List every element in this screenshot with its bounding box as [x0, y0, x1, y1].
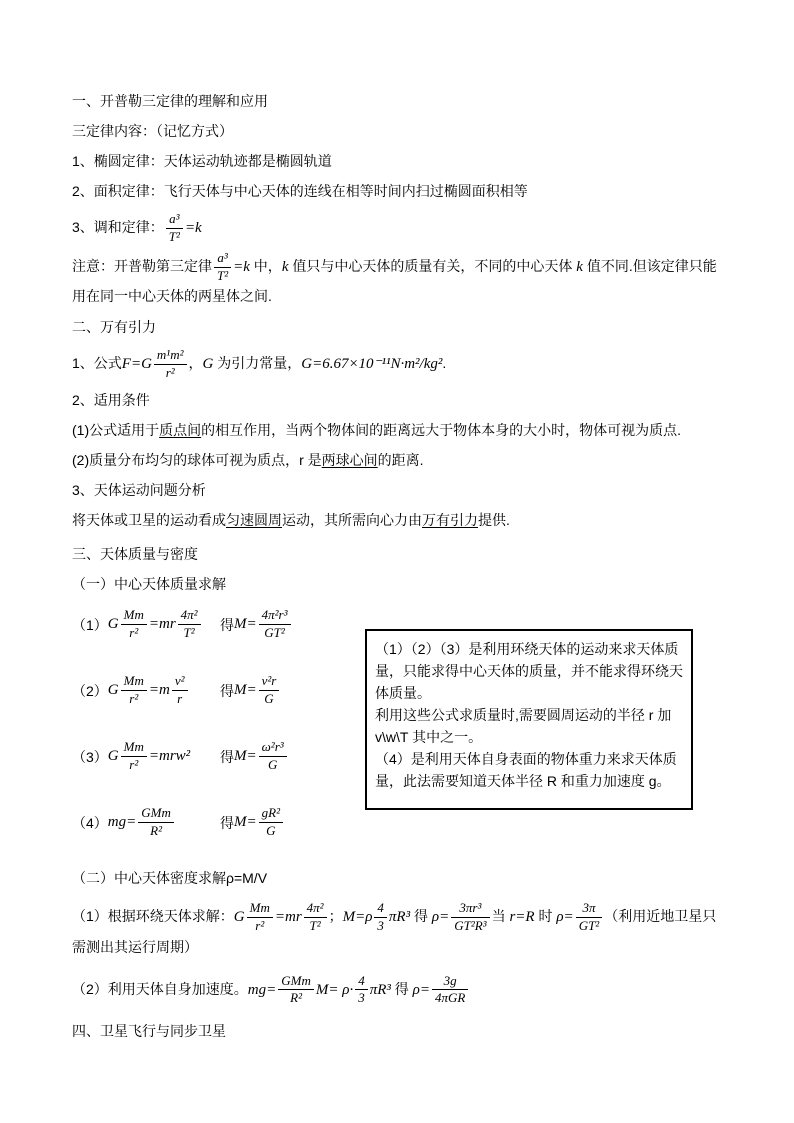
fraction-numerator: 4π²r³ — [259, 608, 291, 625]
row-label: （1） — [72, 616, 108, 633]
fraction-numerator: GMm — [138, 806, 174, 823]
fraction-denominator: r² — [255, 917, 265, 933]
fraction — [247, 901, 273, 934]
result-label: 得 — [220, 814, 234, 831]
fraction-numerator: 4 — [355, 974, 368, 991]
g-symbol: G — [202, 355, 214, 372]
fraction — [355, 974, 368, 1007]
harmonic-label: 3、调和定律： — [72, 219, 164, 236]
fraction — [121, 674, 147, 707]
condition-2-pre: (2)质量分布均匀的球体可视为质点，r 是 — [72, 451, 322, 468]
fraction-denominator: G — [264, 691, 274, 707]
mass-formula-3-result — [220, 740, 289, 773]
result-label: 得 — [220, 682, 234, 699]
mass-density-heading: 三、天体质量与密度 — [72, 545, 198, 562]
fraction-denominator: r² — [129, 691, 139, 707]
fraction-denominator: GT²R³ — [454, 917, 487, 933]
math-term: G — [107, 616, 119, 633]
fraction — [178, 608, 201, 641]
gravity-heading: 二、万有引力 — [72, 318, 156, 335]
condition-2-underlined: 两球心间 — [321, 451, 378, 468]
density-1-label: （1）根据环绕天体求解： — [72, 907, 234, 924]
fraction-denominator: R² — [290, 990, 302, 1006]
fraction-denominator: GT² — [264, 625, 285, 641]
result-label: 得 — [390, 980, 413, 997]
math-term: =mrw² — [148, 748, 191, 765]
mass-formula-4-left — [72, 806, 220, 839]
math-term: =m — [148, 682, 170, 699]
fraction-numerator: a³ — [214, 251, 231, 268]
harmonic-eq: =k — [184, 220, 202, 237]
gravity-formula-line — [72, 348, 724, 381]
mass-formulas-block — [72, 605, 724, 843]
k-symbol: k — [281, 259, 289, 276]
semicolon: ； — [328, 907, 343, 924]
condition-2-post: 的距离. — [377, 451, 424, 468]
math-term: M= — [234, 748, 257, 765]
math-term: G — [233, 908, 245, 925]
fraction-numerator: Mm — [247, 901, 273, 918]
kepler-note — [72, 251, 724, 308]
math-term: M= — [234, 682, 257, 699]
gravity-formula-lhs: F=G — [121, 355, 152, 372]
fraction-numerator: 4π² — [178, 608, 201, 625]
fraction-numerator: ω²r³ — [259, 740, 287, 757]
kepler-law-ellipse: 1、椭圆定律：天体运动轨迹都是椭圆轨道 — [72, 153, 332, 169]
mass-formula-1-left — [72, 608, 220, 641]
mass-note-box — [365, 629, 693, 810]
fraction-denominator: r² — [129, 757, 139, 773]
note-box-paragraph-1: （1）（2）（3）是利用环绕天体的运动来求天体质量，只能求得中心天体的质量，并不能求得环绕天体质量。 — [375, 640, 683, 701]
fraction-numerator: a³ — [166, 212, 183, 229]
comma: ， — [188, 354, 203, 371]
fraction-denominator: T² — [183, 625, 195, 641]
fraction — [451, 901, 489, 934]
density-solving-heading: （二）中心天体密度求解ρ=M/V — [72, 869, 268, 886]
math-term: M= ρ· — [315, 981, 354, 998]
fraction-denominator: 4πGR — [435, 990, 466, 1006]
k-symbol: k — [576, 259, 583, 276]
fraction — [576, 901, 603, 934]
note-text-1: 中， — [249, 258, 282, 275]
period: . — [442, 354, 447, 371]
fraction — [259, 608, 291, 641]
fraction-numerator: 3g — [432, 974, 468, 991]
fraction — [259, 740, 287, 773]
motion-post: 提供. — [478, 511, 510, 528]
note-box-paragraph-2: 利用这些公式求质量时,需要圆周运动的半径 r 加v\w\T 其中之一。 — [375, 706, 672, 745]
row-label: （4） — [72, 814, 108, 831]
kepler-heading: 一、开普勒三定律的理解和应用 — [72, 93, 268, 109]
fraction-denominator: r² — [129, 625, 139, 641]
conditions-heading: 2、适用条件 — [72, 391, 150, 408]
math-term: ρ= — [431, 908, 450, 925]
density-formula-1 — [72, 901, 724, 960]
mass-formula-4-result — [220, 806, 285, 839]
density-formula-2 — [72, 974, 724, 1007]
density-1-tail: （利用近地卫星只需测出其运行周期） — [72, 907, 717, 955]
fraction — [138, 806, 174, 839]
fraction-numerator: v² — [172, 674, 188, 691]
condition-1-post: 的相互作用，当两个物体间的距离远大于物体本身的大小时，物体可视为质点. — [201, 421, 682, 438]
result-label: 得 — [220, 616, 234, 633]
math-term: M= — [234, 814, 257, 831]
math-term: ρ= — [556, 908, 574, 925]
math-term: πR³ — [369, 981, 391, 998]
satellite-heading: 四、卫星飞行与同步卫星 — [72, 1023, 226, 1040]
motion-mid: 运动，其所需向心力由 — [282, 511, 422, 528]
density-2-label: （2）利用天体自身加速度。 — [72, 980, 248, 997]
fraction-numerator: gR² — [259, 806, 283, 823]
condition-2 — [72, 451, 724, 469]
note-text-3: 值不同.但该定律只能用在同一中心天体的两星体之间. — [72, 258, 717, 304]
fraction-numerator: GMm — [278, 974, 314, 991]
mass-formula-3-left — [72, 740, 220, 773]
motion-underlined-1: 匀速圆周 — [226, 511, 282, 528]
fraction-numerator: 3π — [576, 901, 603, 918]
fraction — [259, 806, 283, 839]
math-term: mg= — [107, 814, 137, 831]
motion-underlined-2: 万有引力 — [422, 511, 478, 528]
result-label: 得 — [220, 748, 234, 765]
motion-analysis — [72, 511, 724, 529]
gravity-fraction — [154, 348, 187, 381]
result-label: 得 — [410, 907, 432, 924]
condition-text: 时 — [534, 907, 557, 924]
mass-formula-1-result — [220, 608, 293, 641]
math-term: G — [107, 748, 119, 765]
note-box-paragraph-3: （4）是利用天体自身表面的物体重力来求天体质量，此法需要知道天体半径 R 和重力加速度 g。 — [375, 750, 677, 789]
condition-1-pre: (1)公式适用于 — [72, 421, 160, 438]
math-term: =mr — [274, 908, 302, 925]
gravity-constant-value: G=6.67×10⁻¹¹N·m²/kg² — [301, 355, 443, 372]
fraction — [259, 674, 280, 707]
fraction — [121, 608, 147, 641]
fraction-numerator: 4 — [374, 901, 387, 918]
fraction-numerator: Mm — [121, 674, 147, 691]
fraction-numerator: Mm — [121, 608, 147, 625]
note-text-2: 值只与中心天体的质量有关，不同的中心天体 — [288, 258, 577, 275]
math-term: M=ρ — [342, 908, 373, 925]
motion-heading: 3、天体运动问题分析 — [72, 481, 206, 498]
mass-formula-2-left — [72, 674, 220, 707]
fraction-denominator: GT² — [578, 917, 600, 933]
gravity-constant-text: 为引力常量， — [213, 354, 302, 371]
math-term: πR³ — [388, 908, 411, 925]
motion-pre: 将天体或卫星的运动看成 — [72, 511, 226, 528]
math-term: M= — [234, 616, 257, 633]
gravity-formula-label: 1、公式 — [72, 354, 122, 371]
note-fraction — [214, 251, 231, 284]
row-label: （3） — [72, 748, 108, 765]
fraction-denominator: T² — [217, 267, 229, 283]
fraction-denominator: T² — [168, 228, 180, 244]
fraction-denominator: 3 — [377, 917, 384, 933]
mass-solving-heading: （一）中心天体质量求解 — [72, 575, 226, 592]
fraction-denominator: r — [177, 691, 183, 707]
fraction-numerator: 3πr³ — [451, 901, 489, 918]
fraction-denominator: r² — [165, 364, 175, 380]
kepler-intro: 三定律内容：（记忆方式） — [72, 123, 233, 139]
condition-1 — [72, 421, 724, 439]
fraction-denominator: 3 — [358, 990, 365, 1006]
fraction-denominator: R² — [150, 823, 162, 839]
fraction — [121, 740, 147, 773]
note-eq: =k — [233, 259, 250, 276]
fraction — [374, 901, 387, 934]
fraction — [278, 974, 314, 1007]
fraction-numerator: 4π² — [304, 901, 327, 918]
row-label: （2） — [72, 682, 108, 699]
math-term: mg= — [247, 981, 277, 998]
harmonic-fraction — [166, 212, 183, 245]
fraction — [172, 674, 188, 707]
fraction — [304, 901, 327, 934]
condition-text: 当 — [491, 907, 510, 924]
math-term: ρ= — [412, 981, 430, 998]
fraction-denominator: G — [267, 757, 278, 773]
note-lead: 注意：开普勒第三定律 — [72, 258, 212, 275]
fraction-numerator: m¹m² — [154, 348, 187, 365]
fraction-denominator: G — [266, 823, 276, 839]
math-term: =mr — [148, 616, 176, 633]
fraction — [432, 974, 468, 1007]
math-term: r=R — [509, 908, 535, 925]
math-term: G — [107, 682, 119, 699]
fraction-numerator: v²r — [259, 674, 280, 691]
fraction-denominator: T² — [309, 917, 321, 933]
condition-1-underlined: 质点间 — [159, 421, 202, 438]
kepler-law-area: 2、面积定律：飞行天体与中心天体的连线在相等时间内扫过椭圆面积相等 — [72, 183, 528, 199]
mass-formula-2-result — [220, 674, 281, 707]
fraction-numerator: Mm — [121, 740, 147, 757]
kepler-law-harmonic — [72, 212, 724, 245]
